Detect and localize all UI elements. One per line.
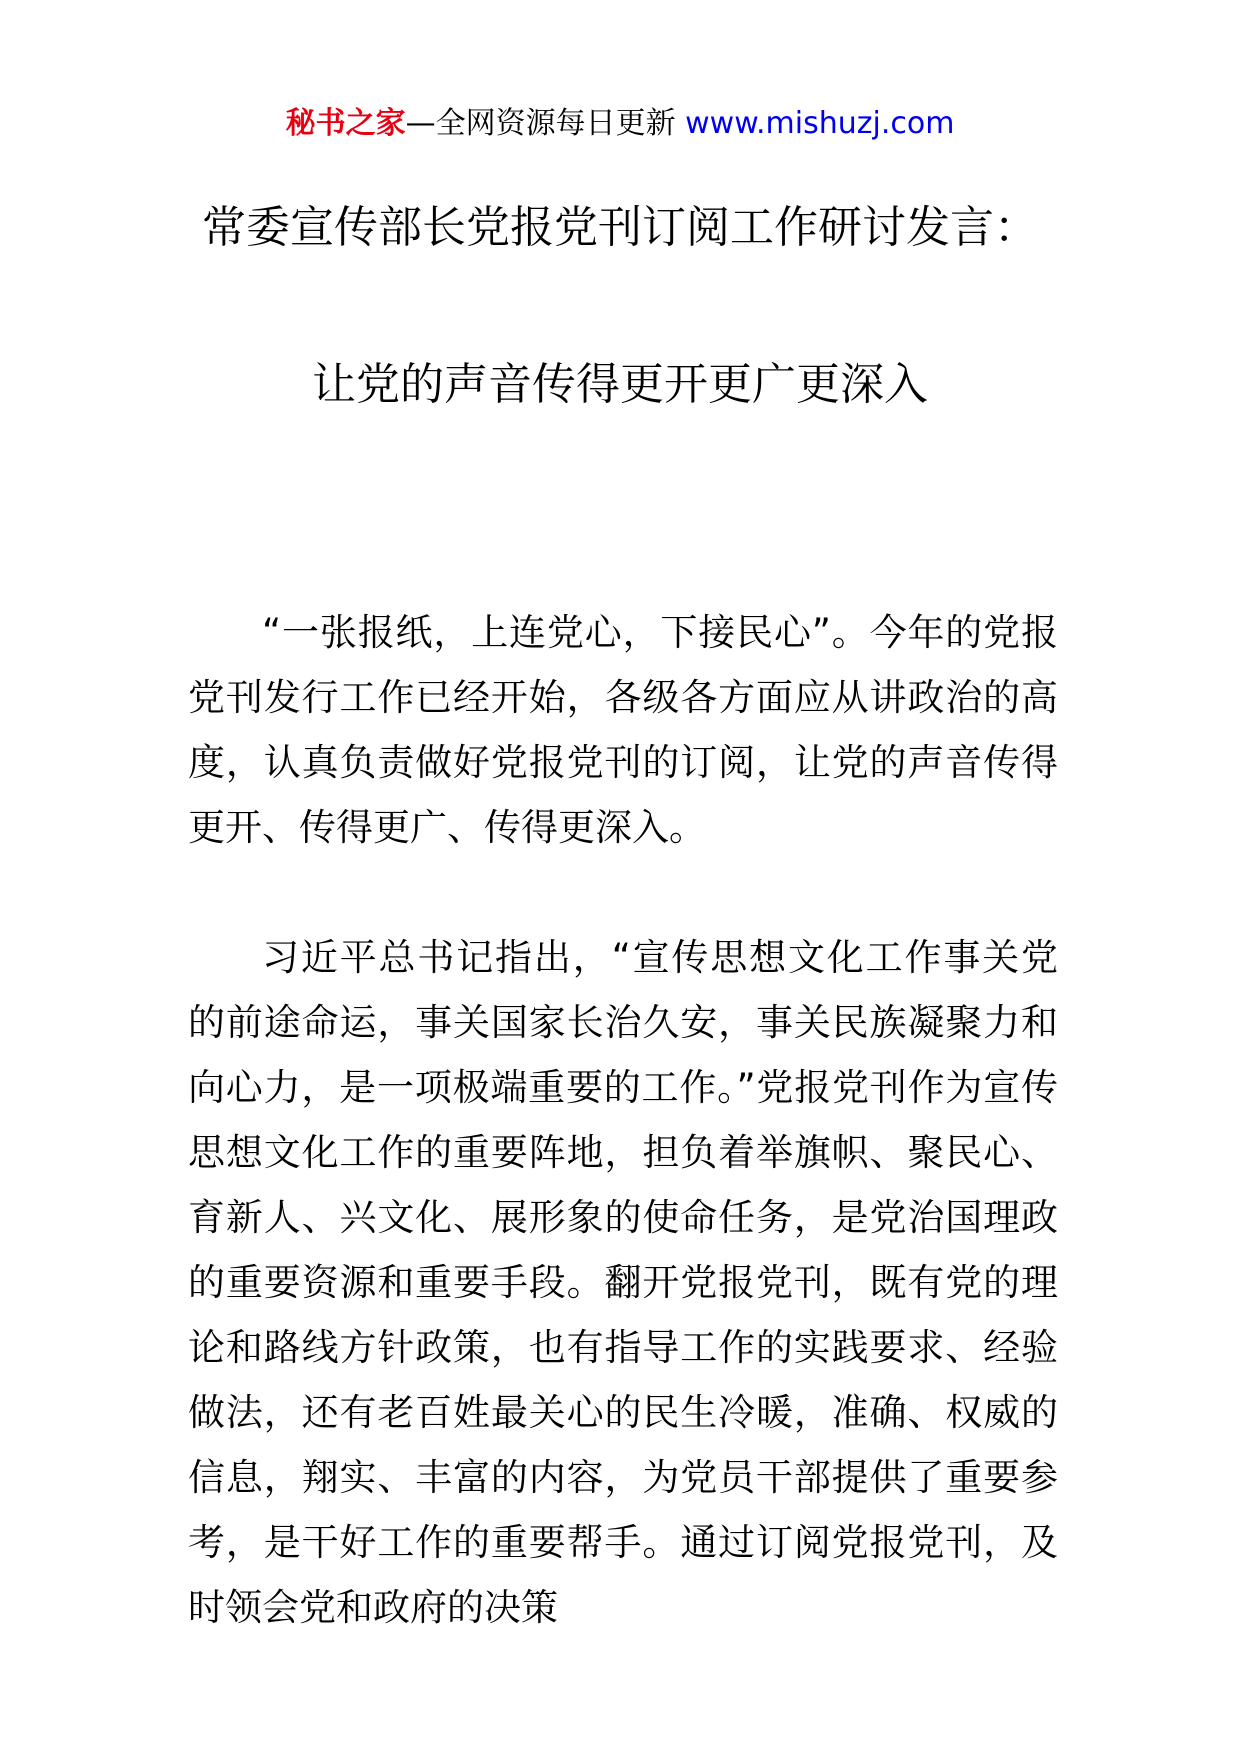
document-title-line-2: 让党的声音传得更开更广更深入: [312, 359, 928, 410]
site-url-link[interactable]: www.mishuzj.com: [685, 106, 955, 141]
site-name: 秘书之家: [285, 106, 406, 141]
document-body: [188, 600, 1058, 1640]
site-header: [0, 104, 1240, 144]
document-title-line-1: 常委宣传部长党报党刊订阅工作研讨发言：: [202, 202, 1038, 253]
site-slogan: —全网资源每日更新: [405, 106, 676, 141]
body-paragraph-1: “一张报纸，上连党心，下接民心”。今年的党报党刊发行工作已经开始，各级各方面应从讲政治的高度，认真负责做好党报党刊的订阅，让党的声音传得更开、传得更广、传得更深入。: [188, 611, 1058, 849]
body-paragraph-2: 习近平总书记指出，“宣传思想文化工作事关党的前途命运，事关国家长治久安，事关民族凝聚力和向心力，是一项极端重要的工作。”党报党刊作为宣传思想文化工作的重要阵地，担负着举旗帜、聚民心、育新人、兴文化、展形象的使命任务，是党治国理政的重要资源和重要手段。翻开党报党刊，既有党的理论和路线方针政策，也有指导工作的实践要求、经验做法，还有老百姓最关心的民生冷暖，准确、权威的信息，翔实、丰富的内容，为党员干部提供了重要参考，是干好工作的重要帮手。通过订阅党报党刊，及时领会党和政府的决策: [188, 936, 1058, 1629]
